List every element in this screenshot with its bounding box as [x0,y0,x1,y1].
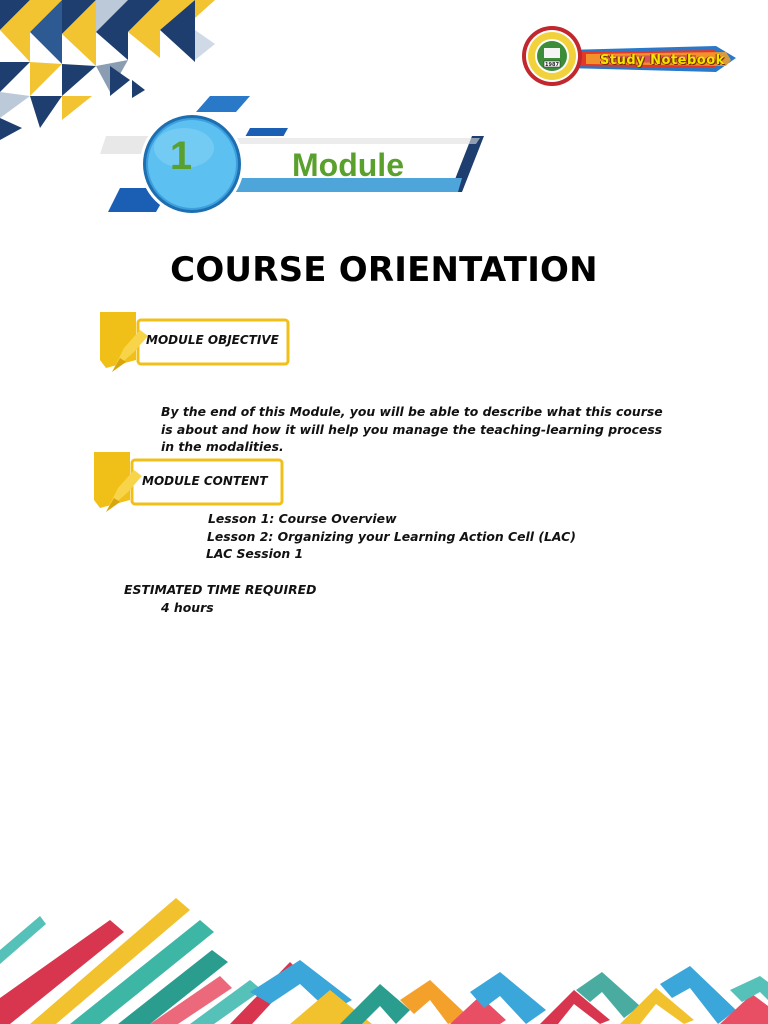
lesson-item: LAC Session 1 [206,546,304,561]
objective-line: in the modalities. [161,439,284,454]
module-number: 1 [169,134,193,178]
brand-label: Study Notebook [600,53,725,68]
page-title: COURSE ORIENTATION [170,250,598,290]
content-label: MODULE CONTENT [142,474,268,488]
objective-line: By the end of this Module, you will be able to describe what this course [161,404,663,419]
objective-label: MODULE OBJECTIVE [146,333,279,347]
school-seal-icon [520,24,584,88]
lesson-item: Lesson 1: Course Overview [208,511,397,526]
time-label: ESTIMATED TIME REQUIRED [124,582,317,597]
module-word: Module [292,147,404,183]
time-value: 4 hours [161,600,214,615]
lesson-item: Lesson 2: Organizing your Learning Action Cell (LAC) [207,529,576,544]
seal-year: 1987 [545,62,559,68]
bottom-stripes-decoration [0,880,768,1024]
objective-line: is about and how it will help you manage the teaching-learning process [161,421,663,437]
objective-text [161,403,663,456]
